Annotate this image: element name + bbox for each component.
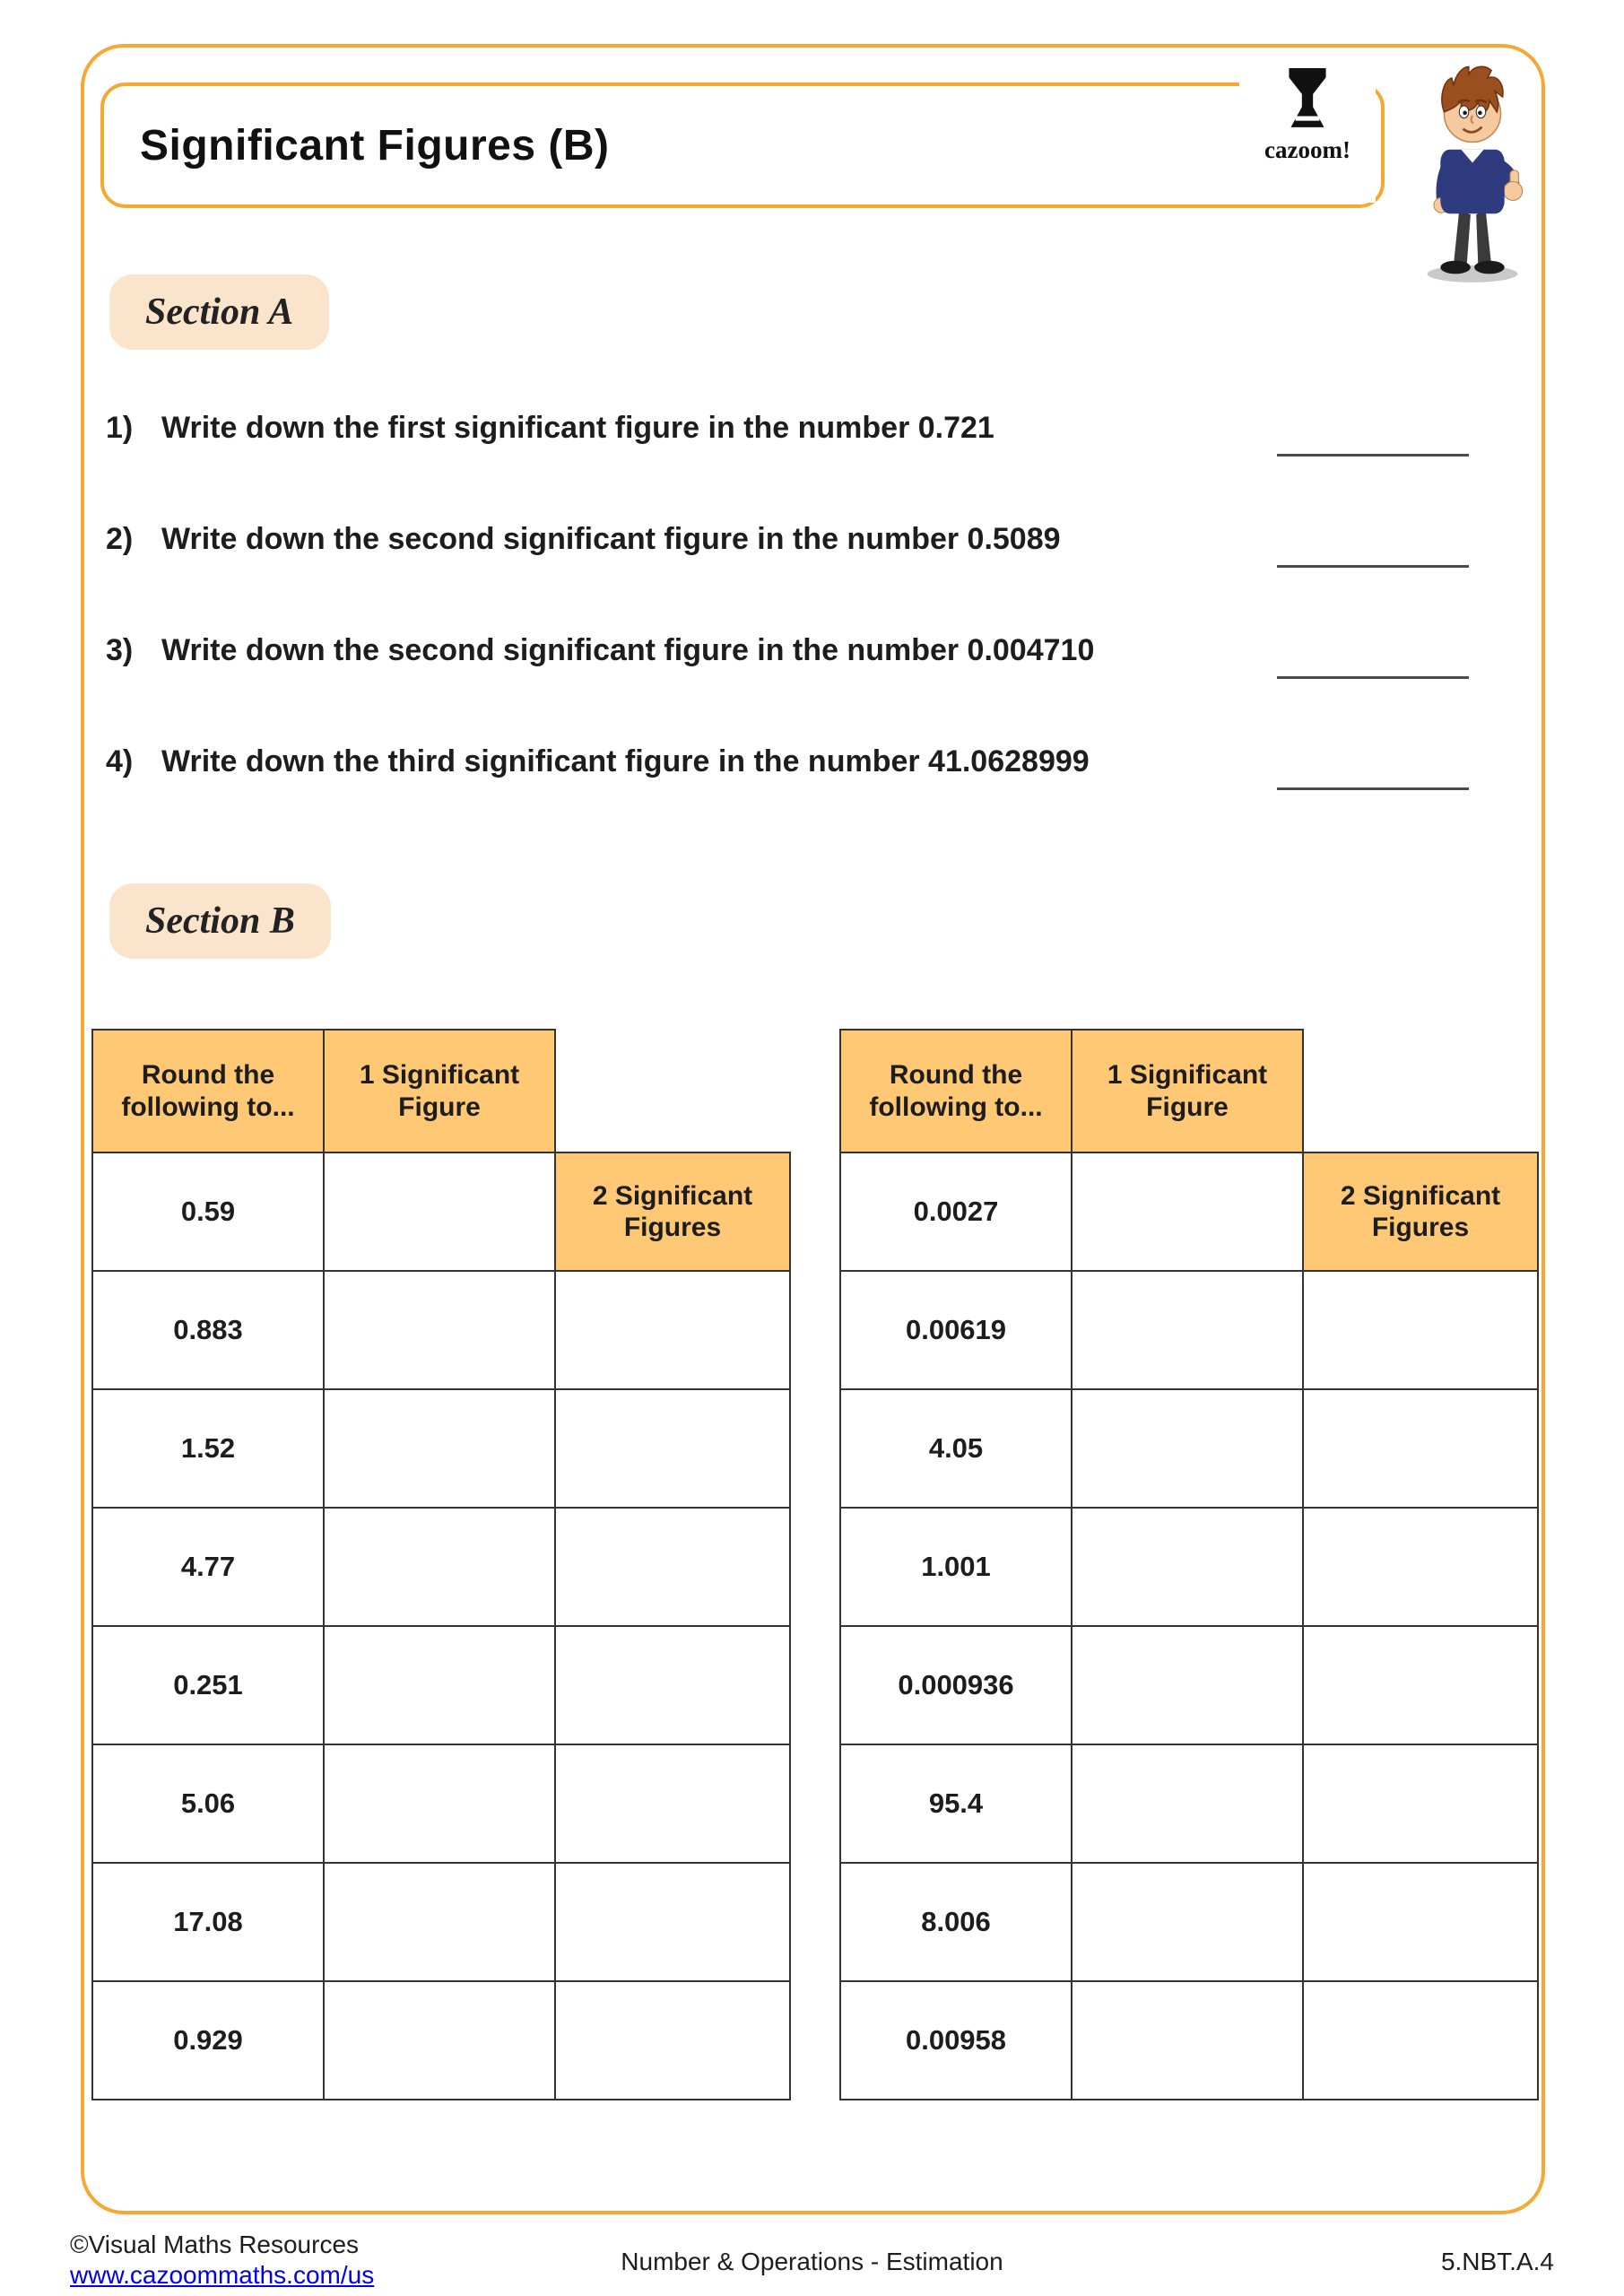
answer-cell[interactable] — [1072, 1863, 1303, 1981]
answer-cell[interactable] — [324, 1508, 555, 1626]
question-number: 2) — [106, 522, 134, 556]
answer-cell[interactable] — [324, 1389, 555, 1508]
answer-cell[interactable] — [324, 1271, 555, 1389]
column-header: 2 Significant Figures — [555, 1152, 790, 1271]
cazoom-drum-icon — [1280, 66, 1335, 133]
section-b-label: Section B — [109, 883, 331, 959]
value-cell: 0.929 — [92, 1981, 324, 2100]
footer — [70, 2230, 1554, 2292]
question-text: Write down the first significant figure in the number 0.721 — [161, 411, 994, 445]
section-a-questions — [106, 411, 1469, 856]
answer-line[interactable] — [1277, 454, 1469, 457]
section-a-label: Section A — [109, 274, 329, 350]
page-title: Significant Figures (B) — [140, 121, 610, 170]
answer-cell[interactable] — [1072, 1744, 1303, 1863]
answer-cell[interactable] — [555, 1626, 790, 1744]
answer-cell[interactable] — [324, 1152, 555, 1271]
value-cell: 5.06 — [92, 1744, 324, 1863]
value-cell: 95.4 — [840, 1744, 1072, 1863]
sig-fig-table-left — [91, 1029, 791, 2100]
boy-character-illustration — [1395, 59, 1550, 285]
column-header: Round the following to... — [92, 1030, 324, 1152]
question-number: 3) — [106, 633, 134, 667]
answer-cell[interactable] — [1303, 1744, 1538, 1863]
sig-fig-table-right — [839, 1029, 1539, 2100]
empty-corner — [1303, 1030, 1538, 1152]
cazoom-logo — [1239, 57, 1376, 203]
column-header: 1 Significant Figure — [1072, 1030, 1303, 1152]
question — [106, 411, 1469, 522]
question — [106, 522, 1469, 633]
answer-cell[interactable] — [1072, 1626, 1303, 1744]
answer-cell[interactable] — [1072, 1389, 1303, 1508]
footer-topic: Number & Operations - Estimation — [621, 2248, 1003, 2275]
answer-cell[interactable] — [1303, 1626, 1538, 1744]
section-b-tables — [91, 1029, 1539, 2100]
column-header: Round the following to... — [840, 1030, 1072, 1152]
value-cell: 8.006 — [840, 1863, 1072, 1981]
answer-cell[interactable] — [555, 1271, 790, 1389]
answer-cell[interactable] — [1072, 1152, 1303, 1271]
value-cell: 4.77 — [92, 1508, 324, 1626]
question-text: Write down the third significant figure in the number 41.0628999 — [161, 744, 1090, 778]
answer-line[interactable] — [1277, 565, 1469, 568]
answer-cell[interactable] — [555, 1863, 790, 1981]
cazoom-logo-text: cazoom! — [1264, 136, 1350, 163]
answer-cell[interactable] — [1072, 1508, 1303, 1626]
value-cell: 4.05 — [840, 1389, 1072, 1508]
value-cell: 0.000936 — [840, 1626, 1072, 1744]
answer-cell[interactable] — [1303, 1981, 1538, 2100]
answer-cell[interactable] — [1303, 1508, 1538, 1626]
empty-corner — [555, 1030, 790, 1152]
question-text: Write down the second significant figure in the number 0.5089 — [161, 522, 1061, 556]
answer-line[interactable] — [1277, 787, 1469, 790]
value-cell: 0.00619 — [840, 1271, 1072, 1389]
answer-cell[interactable] — [555, 1389, 790, 1508]
answer-cell[interactable] — [555, 1981, 790, 2100]
value-cell: 0.0027 — [840, 1152, 1072, 1271]
answer-cell[interactable] — [555, 1508, 790, 1626]
column-header: 1 Significant Figure — [324, 1030, 555, 1152]
question-text: Write down the second significant figure in the number 0.004710 — [161, 633, 1095, 667]
answer-cell[interactable] — [1303, 1863, 1538, 1981]
answer-cell[interactable] — [1303, 1389, 1538, 1508]
website-link[interactable]: www.cazoommaths.com/us — [70, 2261, 375, 2289]
answer-cell[interactable] — [324, 1744, 555, 1863]
value-cell: 0.00958 — [840, 1981, 1072, 2100]
question — [106, 744, 1469, 856]
answer-line[interactable] — [1277, 676, 1469, 679]
answer-cell[interactable] — [324, 1981, 555, 2100]
copyright-text: ©Visual Maths Resources — [70, 2231, 360, 2258]
question-number: 4) — [106, 744, 134, 778]
answer-cell[interactable] — [324, 1863, 555, 1981]
answer-cell[interactable] — [1072, 1981, 1303, 2100]
value-cell: 1.001 — [840, 1508, 1072, 1626]
standard-code: 5.NBT.A.4 — [1440, 2248, 1554, 2275]
value-cell: 0.59 — [92, 1152, 324, 1271]
value-cell: 17.08 — [92, 1863, 324, 1981]
answer-cell[interactable] — [555, 1744, 790, 1863]
answer-cell[interactable] — [1303, 1271, 1538, 1389]
value-cell: 0.883 — [92, 1271, 324, 1389]
value-cell: 0.251 — [92, 1626, 324, 1744]
question — [106, 633, 1469, 744]
answer-cell[interactable] — [324, 1626, 555, 1744]
answer-cell[interactable] — [1072, 1271, 1303, 1389]
title-banner — [100, 83, 1385, 208]
column-header: 2 Significant Figures — [1303, 1152, 1538, 1271]
question-number: 1) — [106, 411, 134, 445]
value-cell: 1.52 — [92, 1389, 324, 1508]
